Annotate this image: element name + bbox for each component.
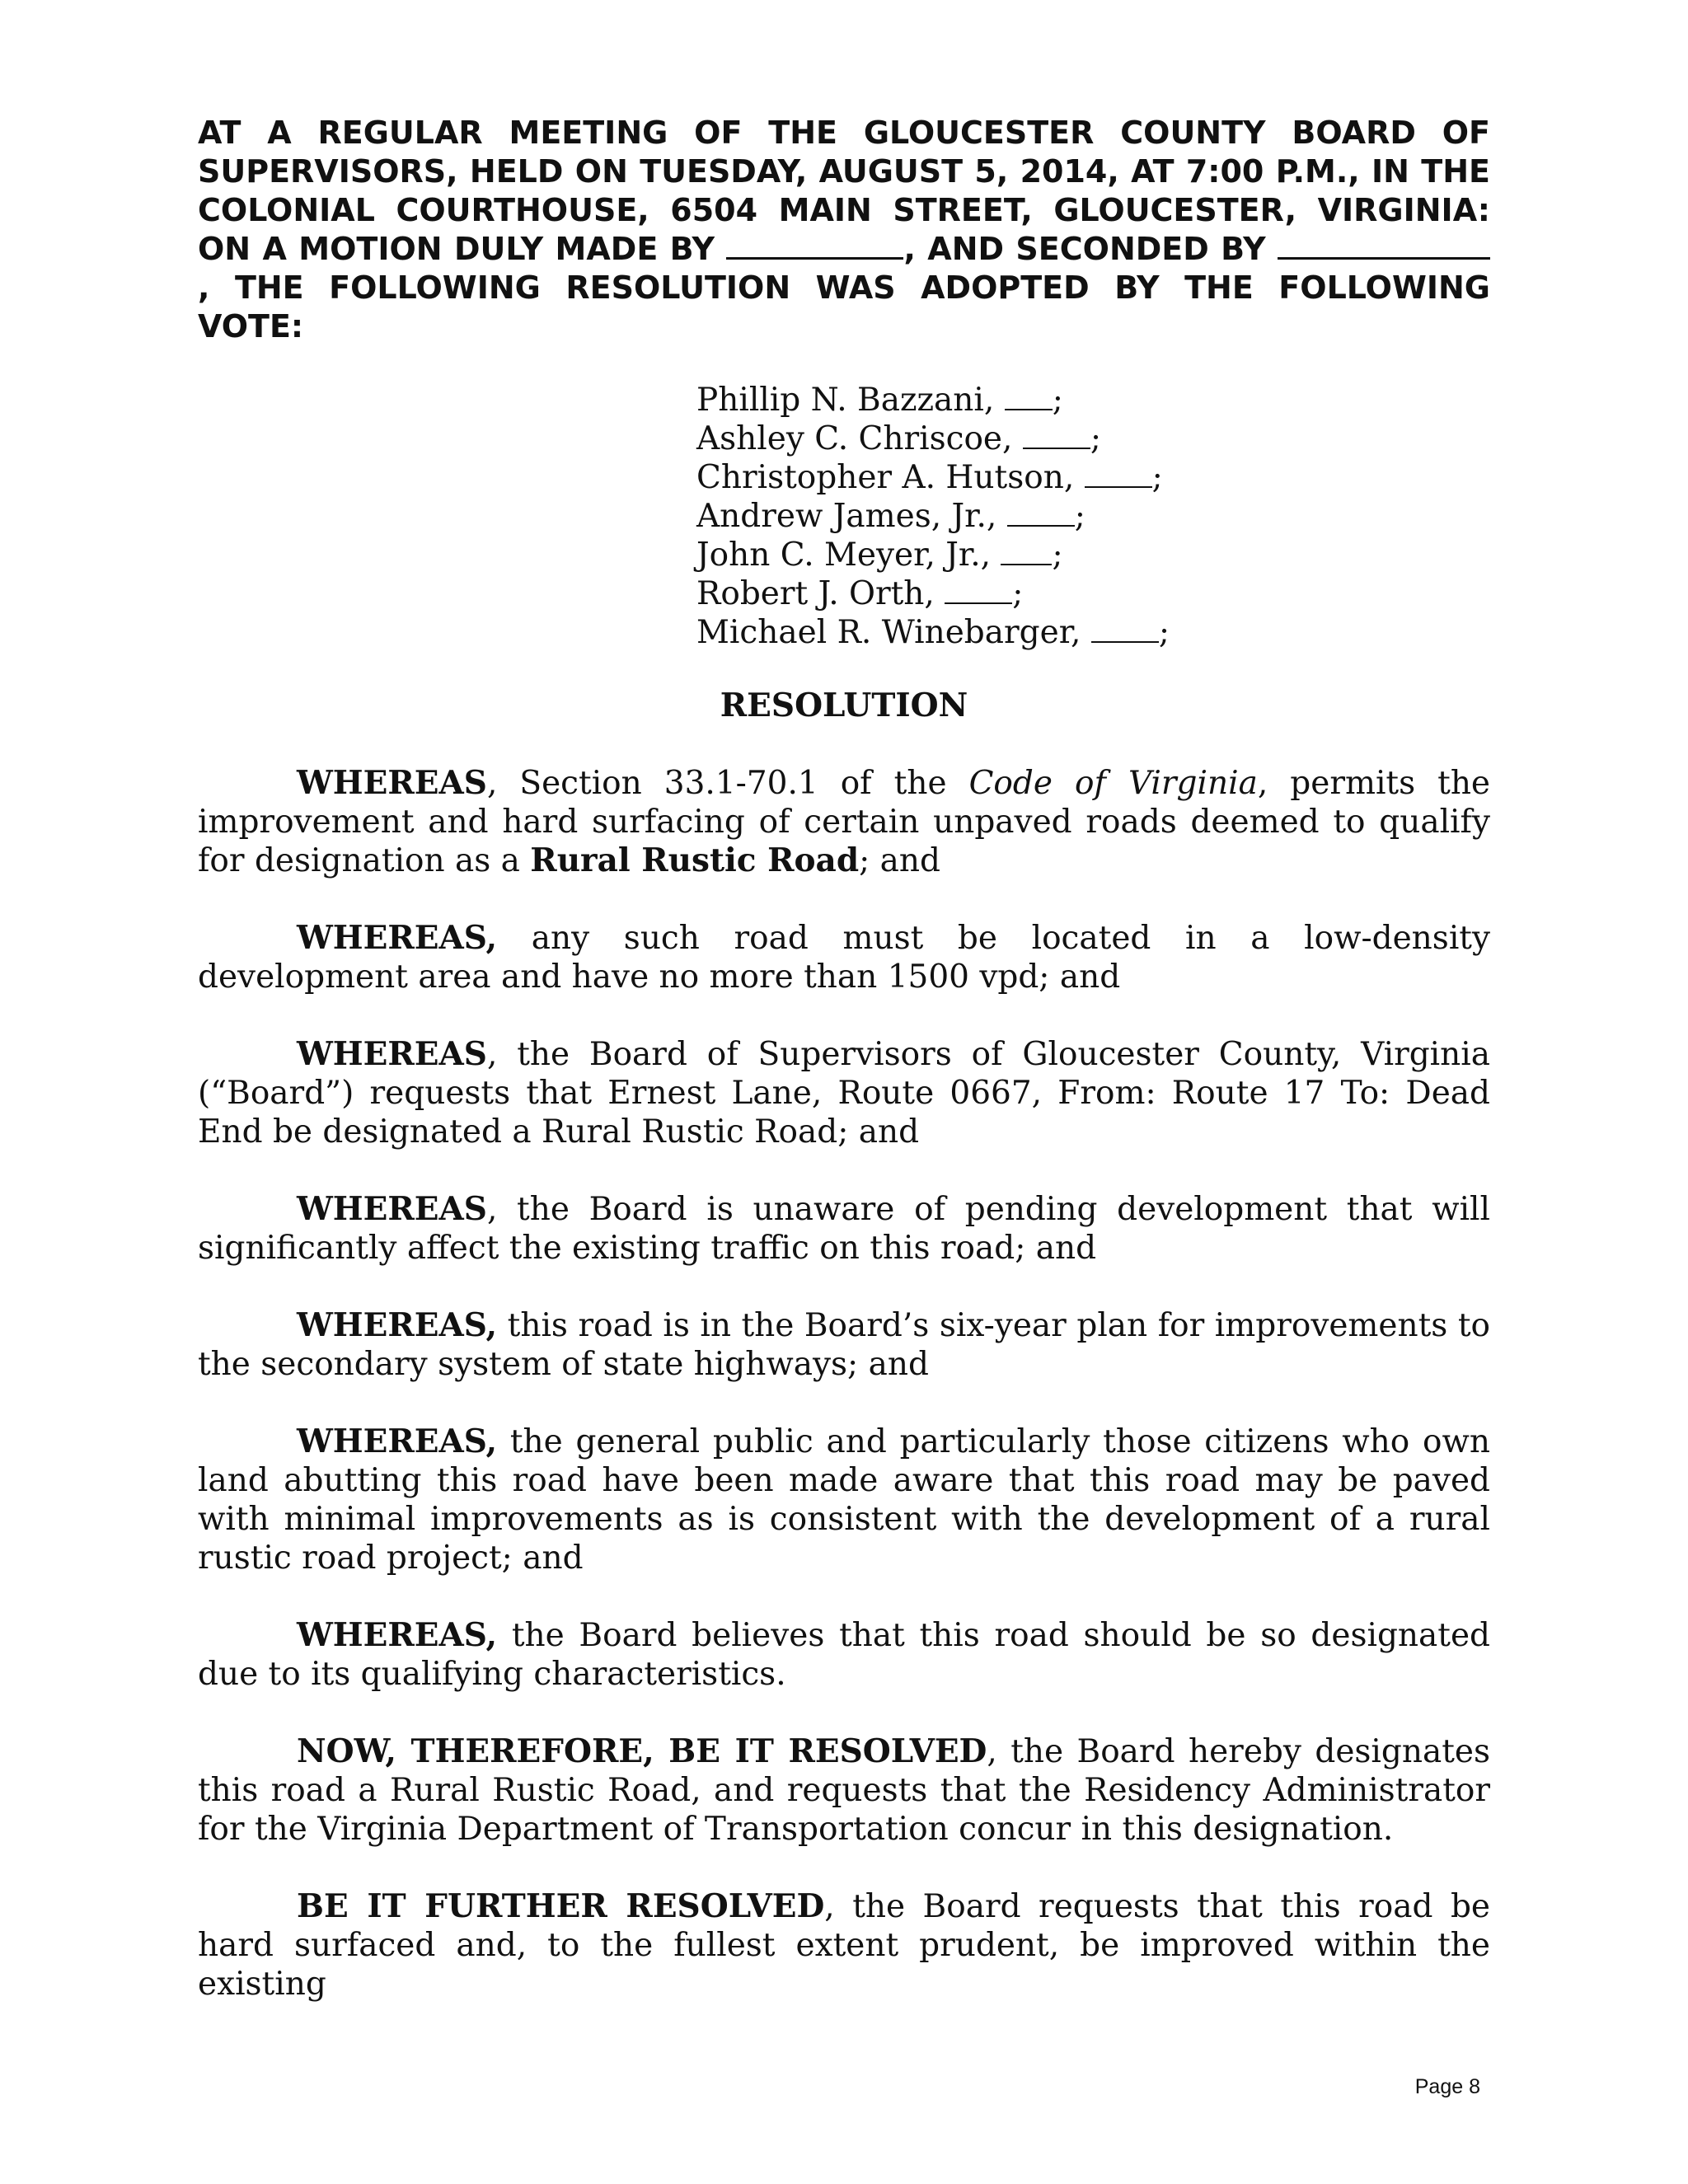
para-lead: WHEREAS,	[297, 1306, 498, 1344]
vote-blank	[1005, 386, 1053, 410]
code-citation: Code of Virginia	[968, 765, 1258, 802]
meeting-header	[198, 114, 1490, 346]
vote-suffix: ;	[1158, 614, 1170, 651]
supervisor-name: Robert J. Orth,	[696, 575, 935, 612]
vote-suffix: ;	[1052, 382, 1063, 419]
further-resolved-paragraph	[198, 1887, 1490, 2004]
vote-blank	[1007, 502, 1075, 527]
para-text: the Board believes that this road should be so designated due to its qualifying characteristics.	[198, 1617, 1490, 1693]
whereas-paragraph-7	[198, 1616, 1490, 1694]
para-text: , the Board requests that this road be hard surfaced and, to the fullest extent prudent, be improved within the existing	[198, 1888, 1490, 2003]
vote-row	[696, 536, 1490, 574]
whereas-paragraph-1	[198, 764, 1490, 880]
vote-blank	[945, 579, 1012, 604]
second-blank	[1278, 232, 1490, 260]
supervisor-name: Christopher A. Hutson,	[696, 459, 1075, 496]
rural-rustic-road-term: Rural Rustic Road	[530, 841, 860, 879]
vote-list	[696, 381, 1490, 652]
supervisor-name: Phillip N. Bazzani,	[696, 382, 995, 419]
para-lead: BE IT FURTHER RESOLVED	[297, 1887, 825, 1925]
page-number: Page 8	[1414, 2075, 1480, 2098]
vote-row	[696, 419, 1490, 458]
vote-row	[696, 613, 1490, 652]
para-lead: WHEREAS,	[297, 919, 498, 957]
whereas-paragraph-2	[198, 919, 1490, 996]
para-lead: WHEREAS	[297, 1190, 487, 1228]
header-text-a: AT A REGULAR MEETING OF THE GLOUCESTER COUNTY BOARD OF SUPERVISORS, HELD ON TUESDAY, AUGUST 5, 2014, AT 7:00 P.M., IN THE COLONIAL COURTHOUSE, 6504 MAIN STREET, GLOUCESTER, VIRGINIA: ON A MOTION DULY MADE BY	[198, 115, 1490, 267]
para-text: , Section 33.1-70.1 of the	[486, 765, 969, 802]
whereas-paragraph-6	[198, 1422, 1490, 1577]
vote-suffix: ;	[1151, 459, 1163, 496]
header-text-b: , AND SECONDED BY	[903, 231, 1266, 267]
supervisor-name: Andrew James, Jr.,	[696, 498, 997, 535]
vote-suffix: ;	[1074, 498, 1085, 535]
resolved-paragraph	[198, 1732, 1490, 1849]
document-page	[198, 114, 1490, 2004]
vote-row	[696, 381, 1490, 419]
para-text: , the Board hereby designates this road a Rural Rustic Road, and requests that the Residency Administrator for the Virginia Department of Transportation concur in this designation.	[198, 1733, 1490, 1848]
para-text: this road is in the Board’s six-year plan for improvements to the secondary system of state highways; and	[198, 1307, 1490, 1383]
motion-blank	[726, 232, 903, 260]
para-text: , the Board of Supervisors of Gloucester County, Virginia (“Board”) requests that Ernest Lane, Route 0667, From: Route 17 To: Dead End be designated a Rural Rustic Road; and	[198, 1036, 1490, 1151]
vote-suffix: ;	[1012, 575, 1024, 612]
whereas-paragraph-4	[198, 1190, 1490, 1268]
para-text: , the Board is unaware of pending development that will significantly affect the existing traffic on this road; and	[198, 1191, 1490, 1267]
vote-suffix: ;	[1090, 420, 1101, 457]
vote-row	[696, 497, 1490, 536]
whereas-paragraph-3	[198, 1035, 1490, 1151]
para-lead: NOW, THEREFORE, BE IT RESOLVED	[297, 1732, 987, 1770]
supervisor-name: John C. Meyer, Jr.,	[696, 537, 992, 574]
para-text: , permits the improvement and hard surfacing of certain unpaved roads deemed to qualify for designation as a	[198, 765, 1491, 879]
header-text-c: , THE FOLLOWING RESOLUTION WAS ADOPTED BY THE FOLLOWING VOTE:	[198, 269, 1490, 344]
para-lead: WHEREAS	[297, 1035, 487, 1073]
supervisor-name: Michael R. Winebarger,	[696, 614, 1081, 651]
whereas-paragraph-5	[198, 1306, 1490, 1384]
para-text: the general public and particularly those citizens who own land abutting this road have been made aware that this road may be paved with minimal improvements as is consistent with the development of a rural rustic road project; and	[198, 1423, 1490, 1577]
vote-blank	[1023, 424, 1090, 449]
vote-row	[696, 458, 1490, 497]
supervisor-name: Ashley C. Chriscoe,	[696, 420, 1013, 457]
vote-blank	[1001, 541, 1052, 565]
vote-suffix: ;	[1052, 537, 1063, 574]
para-lead: WHEREAS,	[297, 1422, 498, 1460]
vote-blank	[1091, 618, 1159, 643]
para-text: ; and	[859, 842, 940, 879]
vote-row	[696, 574, 1490, 613]
para-text: any such road must be located in a low-density development area and have no more than 1500 vpd; and	[198, 920, 1490, 996]
para-lead: WHEREAS,	[297, 1616, 498, 1654]
vote-blank	[1085, 463, 1152, 488]
para-lead: WHEREAS	[297, 764, 487, 802]
resolution-title: RESOLUTION	[720, 687, 968, 724]
